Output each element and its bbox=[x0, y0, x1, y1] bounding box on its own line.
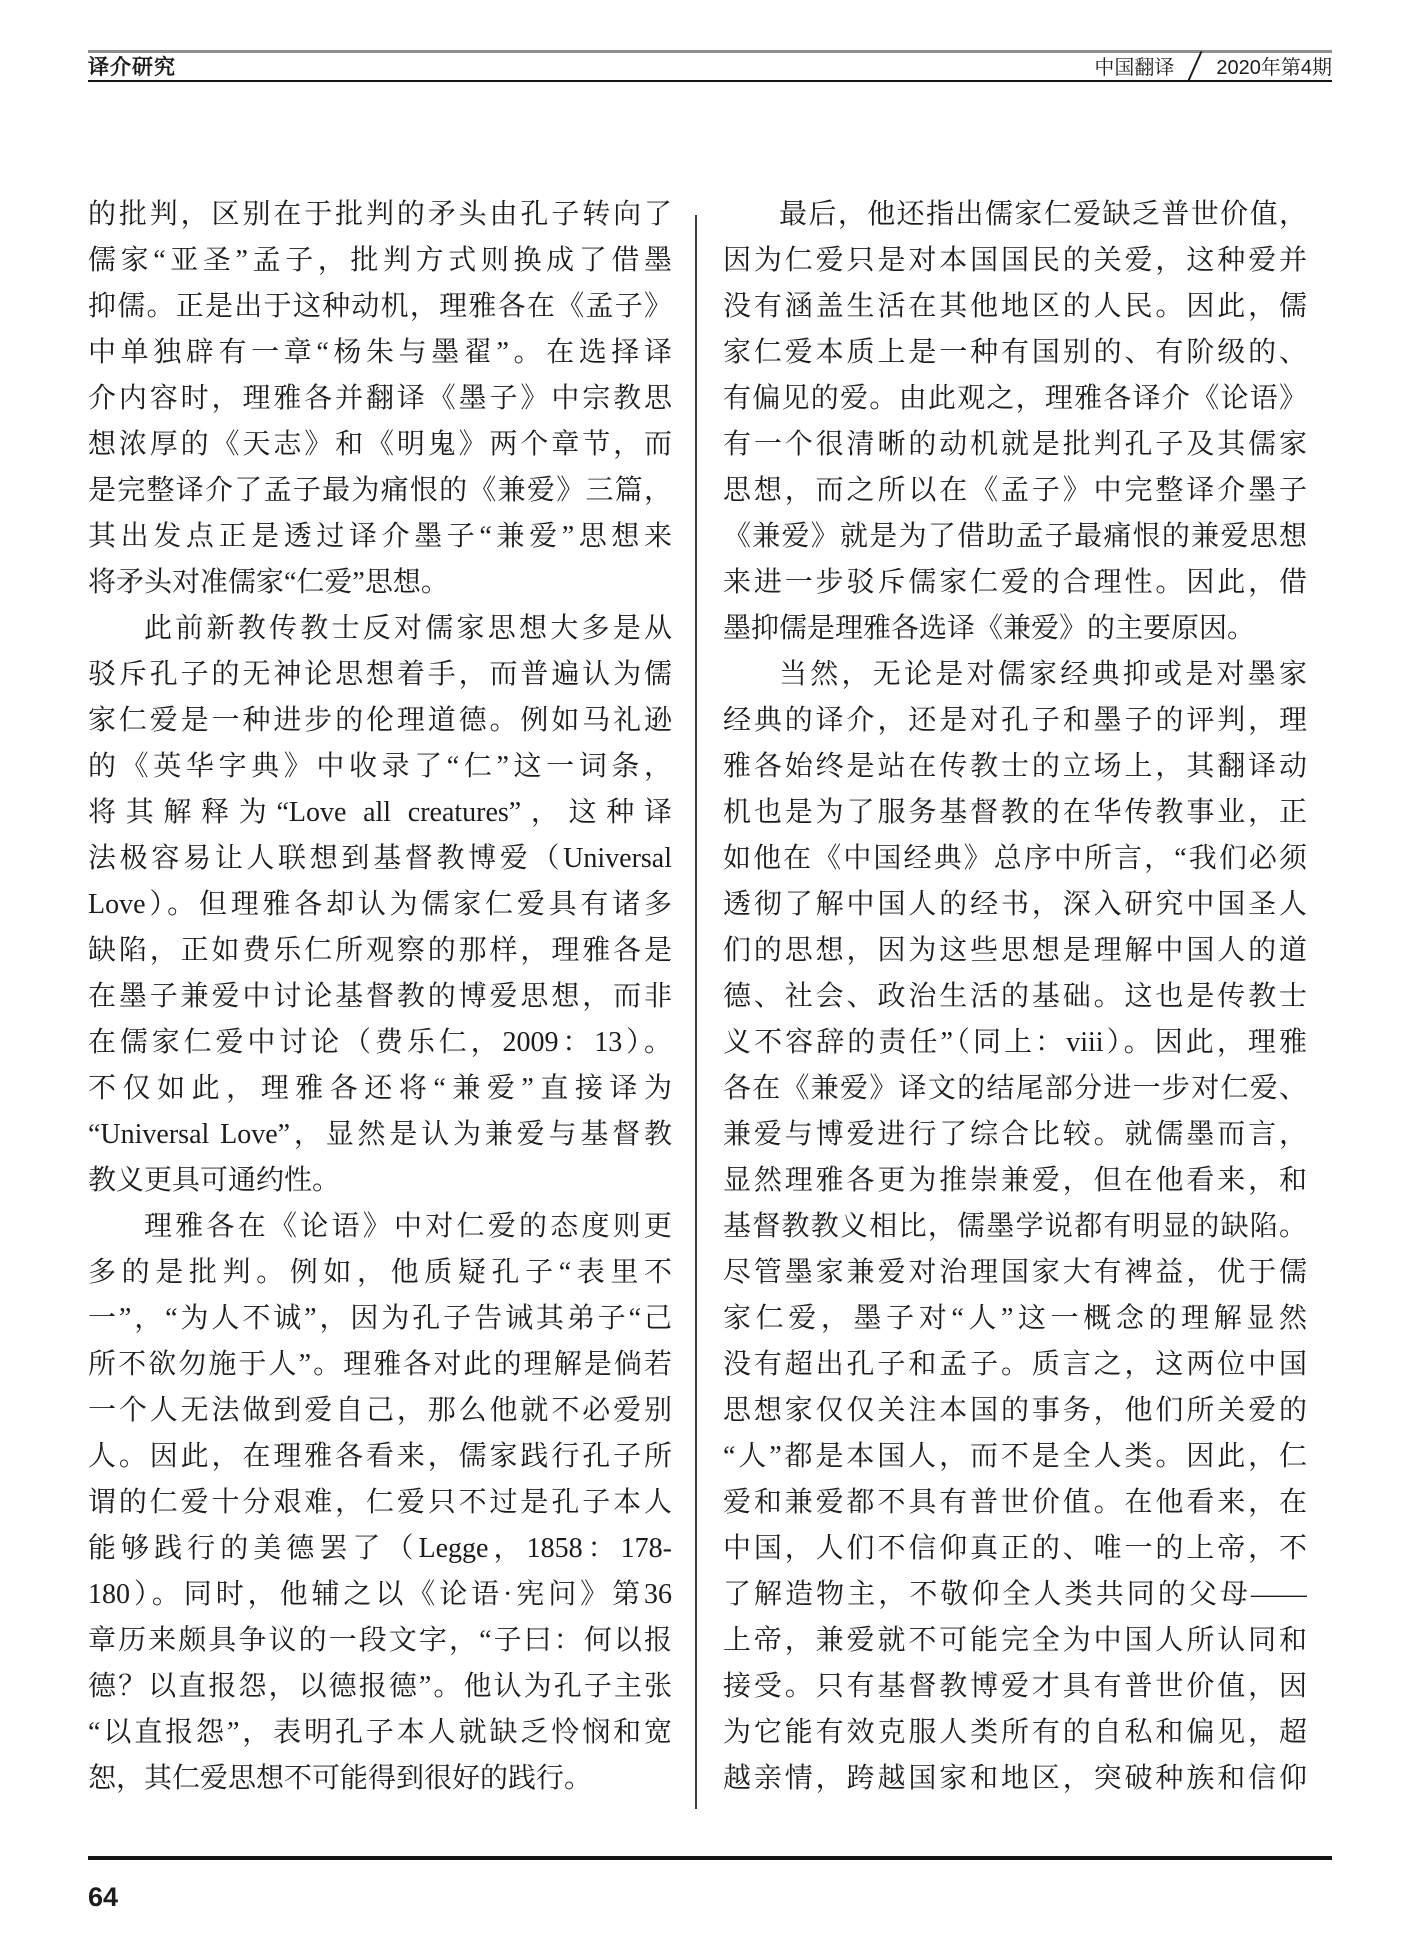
text-line: 因为仁爱只是对本国国民的关爱，这种爱并 bbox=[723, 245, 1307, 276]
text-line: 德？以直报怨，以德报德”。他认为孔子主张 bbox=[88, 1671, 672, 1702]
text-line: “以直报怨”，表明孔子本人就缺乏怜悯和宽 bbox=[88, 1717, 672, 1748]
text-line: 介内容时，理雅各并翻译《墨子》中宗教思 bbox=[88, 383, 672, 414]
text-line: 德、社会、政治生活的基础。这也是传教士 bbox=[723, 981, 1307, 1012]
slash-divider bbox=[1188, 50, 1203, 80]
text-line: 的《英华字典》中收录了“仁”这一词条， bbox=[88, 751, 672, 782]
text-line: 一个人无法做到爱自己，那么他就不必爱别 bbox=[88, 1395, 672, 1426]
text-line: 此前新教传教士反对儒家思想大多是从 bbox=[144, 613, 672, 644]
text-line: 上帝，兼爱就不可能完全为中国人所认同和 bbox=[723, 1625, 1307, 1656]
text-line: 兼爱与博爱进行了综合比较。就儒墨而言， bbox=[723, 1119, 1307, 1150]
text-line: 了解造物主，不敬仰全人类共同的父母—— bbox=[723, 1579, 1307, 1610]
text-line: 义不容辞的责任”（同上：viii）。因此，理雅 bbox=[723, 1027, 1307, 1058]
right-column bbox=[723, 192, 1307, 1802]
journal-name: 中国翻译 bbox=[1094, 57, 1175, 79]
text-line: 恕，其仁爱思想不可能得到很好的践行。 bbox=[88, 1763, 593, 1794]
text-line: 如他在《中国经典》总序中所言，“我们必须 bbox=[723, 843, 1307, 874]
text-line: 理雅各在《论语》中对仁爱的态度则更 bbox=[144, 1211, 672, 1242]
text-line: 将矛头对准儒家“仁爱”思想。 bbox=[88, 567, 449, 598]
journal-info bbox=[1094, 50, 1332, 82]
text-line: 缺陷，正如费乐仁所观察的那样，理雅各是 bbox=[88, 935, 672, 966]
text-line: 所不欲勿施于人”。理雅各对此的理解是倘若 bbox=[88, 1349, 672, 1380]
text-line: 一”，“为人不诚”，因为孔子告诫其弟子“己 bbox=[88, 1303, 672, 1334]
text-line: 人。因此，在理雅各看来，儒家践行孔子所 bbox=[88, 1441, 672, 1472]
text-line: 能够践行的美德罢了（Legge，1858：178- bbox=[88, 1533, 672, 1564]
text-line: 《兼爱》就是为了借助孟子最痛恨的兼爱思想 bbox=[723, 521, 1307, 552]
text-line: 爱和兼爱都不具有普世价值。在他看来，在 bbox=[723, 1487, 1307, 1518]
text-line: 其出发点正是透过译介墨子“兼爱”思想来 bbox=[88, 521, 672, 552]
text-line: 有一个很清晰的动机就是批判孔子及其儒家 bbox=[723, 429, 1307, 460]
text-line: 中国，人们不信仰真正的、唯一的上帝，不 bbox=[723, 1533, 1307, 1564]
text-line: 接受。只有基督教博爱才具有普世价值，因 bbox=[723, 1671, 1307, 1702]
text-line: 有偏见的爱。由此观之，理雅各译介《论语》 bbox=[723, 383, 1307, 414]
text-line: 基督教教义相比，儒墨学说都有明显的缺陷。 bbox=[723, 1211, 1307, 1242]
text-line: 没有超出孔子和孟子。质言之，这两位中国 bbox=[723, 1349, 1307, 1380]
text-line: 驳斥孔子的无神论思想着手，而普遍认为儒 bbox=[88, 659, 672, 690]
text-line: 经典的译介，还是对孔子和墨子的评判，理 bbox=[723, 705, 1307, 736]
text-line: 180）。同时，他辅之以《论语·宪问》第36 bbox=[88, 1579, 672, 1610]
text-line: 不仅如此，理雅各还将“兼爱”直接译为 bbox=[88, 1073, 672, 1104]
text-line: 在墨子兼爱中讨论基督教的博爱思想，而非 bbox=[88, 981, 672, 1012]
text-line: 没有涵盖生活在其他地区的人民。因此，儒 bbox=[723, 291, 1307, 322]
text-line: 们的思想，因为这些思想是理解中国人的道 bbox=[723, 935, 1307, 966]
text-line: 中单独辟有一章“杨朱与墨翟”。在选择译 bbox=[88, 337, 672, 368]
text-line: 谓的仁爱十分艰难，仁爱只不过是孔子本人 bbox=[88, 1487, 672, 1518]
text-line: 章历来颇具争议的一段文字，“子曰：何以报 bbox=[88, 1625, 672, 1656]
header-bottom-rule bbox=[88, 80, 1332, 82]
text-line: 在儒家仁爱中讨论（费乐仁，2009：13）。 bbox=[88, 1027, 672, 1058]
text-line: 家仁爱本质上是一种有国别的、有阶级的、 bbox=[723, 337, 1307, 368]
text-line: 为它能有效克服人类所有的自私和偏见，超 bbox=[723, 1717, 1307, 1748]
text-line: Love）。但理雅各却认为儒家仁爱具有诸多 bbox=[88, 889, 672, 920]
text-line: 思想，而之所以在《孟子》中完整译介墨子 bbox=[723, 475, 1307, 506]
text-line: 多的是批判。例如，他质疑孔子“表里不 bbox=[88, 1257, 672, 1288]
text-line: 的批判，区别在于批判的矛头由孔子转向了 bbox=[88, 199, 672, 230]
text-line: 家仁爱，墨子对“人”这一概念的理解显然 bbox=[723, 1303, 1307, 1334]
text-line: 法极容易让人联想到基督教博爱（Universal bbox=[88, 843, 672, 874]
text-line: 儒家“亚圣”孟子，批判方式则换成了借墨 bbox=[88, 245, 672, 276]
page-header bbox=[88, 52, 1332, 79]
text-line: “Universal Love”，显然是认为兼爱与基督教 bbox=[88, 1119, 672, 1150]
text-line: 当然，无论是对儒家经典抑或是对墨家 bbox=[779, 659, 1307, 690]
footer-rule bbox=[88, 1856, 1332, 1860]
page-number: 64 bbox=[88, 1882, 119, 1912]
text-line: 是完整译介了孟子最为痛恨的《兼爱》三篇， bbox=[88, 475, 672, 506]
text-line: 透彻了解中国人的经书，深入研究中国圣人 bbox=[723, 889, 1307, 920]
text-line: 各在《兼爱》译文的结尾部分进一步对仁爱、 bbox=[723, 1073, 1307, 1104]
text-line: 教义更具可通约性。 bbox=[88, 1165, 341, 1196]
left-column bbox=[88, 192, 672, 1802]
section-title: 译介研究 bbox=[88, 55, 176, 79]
text-line: 最后，他还指出儒家仁爱缺乏普世价值， bbox=[779, 199, 1307, 230]
column-divider bbox=[695, 215, 697, 1809]
text-line: 机也是为了服务基督教的在华传教事业，正 bbox=[723, 797, 1307, 828]
text-line: 想浓厚的《天志》和《明鬼》两个章节，而 bbox=[88, 429, 672, 460]
text-line: 越亲情，跨越国家和地区，突破种族和信仰 bbox=[723, 1763, 1307, 1794]
text-line: 抑儒。正是出于这种动机，理雅各在《孟子》 bbox=[88, 291, 672, 322]
text-line: “人”都是本国人，而不是全人类。因此，仁 bbox=[723, 1441, 1307, 1472]
text-line: 将其解释为“Love all creatures”，这种译 bbox=[88, 797, 672, 828]
text-line: 来进一步驳斥儒家仁爱的合理性。因此，借 bbox=[723, 567, 1307, 598]
issue-label: 2020年第4期 bbox=[1216, 57, 1332, 79]
text-line: 雅各始终是站在传教士的立场上，其翻译动 bbox=[723, 751, 1307, 782]
text-line: 家仁爱是一种进步的伦理道德。例如马礼逊 bbox=[88, 705, 672, 736]
text-line: 显然理雅各更为推崇兼爱，但在他看来，和 bbox=[723, 1165, 1307, 1196]
text-line: 墨抑儒是理雅各选译《兼爱》的主要原因。 bbox=[723, 613, 1256, 644]
text-line: 尽管墨家兼爱对治理国家大有裨益，优于儒 bbox=[723, 1257, 1307, 1288]
text-line: 思想家仅仅关注本国的事务，他们所关爱的 bbox=[723, 1395, 1307, 1426]
